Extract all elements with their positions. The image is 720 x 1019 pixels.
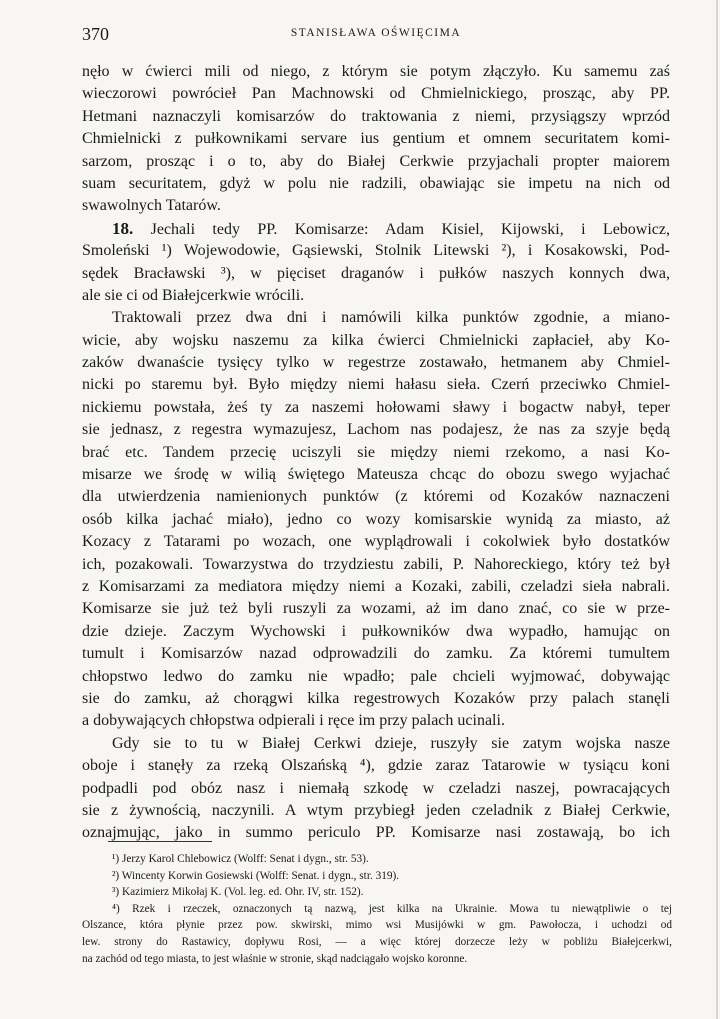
section-number: 18. bbox=[112, 218, 134, 238]
text-line: sędek Bracławski ³), w pięciset draganów i pułków naszych konnych dwa, bbox=[82, 264, 670, 282]
text-line: z Komisarzami za mediatora między niemi a Kozaki, zabili, czeladzi sieła nabrali. bbox=[82, 577, 670, 595]
page-header bbox=[82, 24, 670, 46]
footnote-continuation: lew. strony do Rastawicy, dopływu Rosi, — a więc której dorzecze leży w pobliżu Białejcerkwi, bbox=[82, 935, 672, 948]
text-line: Kozacy z Tatarami po wozach, one wyplądrowali i cokolwiek było dostatków bbox=[82, 533, 670, 551]
text-line: sarzom, prosząc i o to, aby do Białej Cerkwie przyjachali propter maiorem bbox=[82, 152, 670, 170]
text-line: sie z żywnością, naczynili. A wtym przybiegł jeden czeladnik z Białej Cerkwie, bbox=[82, 801, 670, 819]
footnote: ¹) Jerzy Karol Chlebowicz (Wolff: Senat i dygn., str. 53). bbox=[112, 853, 369, 865]
text-line: osób kilka jachać miało), jedno co wozy komisarskie wynidą za miasto, aż bbox=[82, 510, 670, 528]
text-line: swawolnych Tatarów. bbox=[82, 197, 221, 215]
text-line: nęło w ćwierci mili od niego, z którym sie potym złączyło. Ku samemu zaś bbox=[82, 63, 670, 80]
text-line: wicie, aby wojsku naszemu za kilka ćwierci Chmielnicki zapłacieł, aby Ko- bbox=[82, 331, 670, 349]
text-line: Traktowali przez dwa dni i namówili kilka punktów zgodnie, a miano- bbox=[112, 309, 670, 327]
text-line: suam securitatem, gdyż w polu nie radzili, obawiając sie impetu na nich od bbox=[82, 174, 670, 192]
text-line: ich, pozakowali. Towarzystwa do trzydziestu zabili, P. Nahoreckiego, który też był bbox=[82, 555, 670, 573]
text-line: oboje i stanęły za rzeką Olszańską ⁴), gdzie zaraz Tatarowie w tysiącu koni bbox=[82, 757, 670, 775]
footnotes bbox=[82, 851, 672, 967]
text-line: misarze we środę w wilią świętego Mateusza chcąc do obozu swego wyjachać bbox=[82, 466, 670, 484]
text-line-section-start bbox=[82, 218, 670, 240]
footnote: ³) Kazimierz Mikołaj K. (Vol. leg. ed. Ohr. IV, str. 152). bbox=[112, 886, 364, 899]
text-line: dla utwierdzenia namienionych punktów (z któremi od Kozaków naznaczeni bbox=[82, 488, 670, 506]
text-line: zaków dwanaście tysięcy tylko w regestrze zostawało, hetmanem aby Chmiel- bbox=[82, 354, 670, 372]
text-line: nicki po staremu był. Było między niemi hałasu sieła. Czerń przeciwko Chmiel- bbox=[82, 376, 670, 394]
text-line: brać etc. Tandem przecię uciszyli sie między niemi rzekomo, a nasi Ko- bbox=[82, 443, 670, 461]
text-line: sie jednasz, z regestra wymazujesz, Lachom nas podajesz, że nas za szyje będą bbox=[82, 421, 670, 439]
text-line: ale sie ci od Białejcerkwie wrócili. bbox=[82, 286, 305, 304]
text-line: a dobywających chłopstwa odpierali i ręce im przy palach ucinali. bbox=[82, 712, 505, 730]
text-line: dzie dzieje. Zaczym Wychowski i pułkowników dwa wypadło, hamując on bbox=[82, 622, 670, 640]
text-line: nickiemu powstała, żeś ty za naszemi hołowami sławy i bogactw nabył, teper bbox=[82, 398, 670, 416]
footnote-separator bbox=[108, 841, 212, 842]
text-line: tumult i Komisarzów nazad odprowadzili do zamku. Za któremi tumultem bbox=[82, 645, 670, 663]
text-line-content: Jechali tedy PP. Komisarze: Adam Kisiel, Kijowski, i Lebowicz, bbox=[150, 220, 670, 238]
footnote: ⁴) Rzek i rzeczek, oznaczonych tą nazwą, jest kilka na Ukrainie. Mowa tu niewątpliwie o tej bbox=[112, 902, 672, 915]
text-line: Hetmani naznaczyli komisarzów do traktowania z niemi, przysiągszy wprzód bbox=[82, 107, 670, 125]
text-line: Gdy sie to tu w Białej Cerkwi dzieje, ruszyły sie zatym wojska nasze bbox=[112, 734, 670, 752]
body-text bbox=[82, 61, 670, 845]
text-line: wieczorowi powrócieł Pan Machnowski od Chmielnickiego, prosząc, aby PP. bbox=[82, 85, 670, 103]
text-line: Chmielnicki z pułkownikami servare ius gentium et omnem securitatem komi- bbox=[82, 130, 670, 148]
text-line: podpadli pod obóz nasz i niemałą szkodę w czeladzi naszej, powracających bbox=[82, 779, 670, 797]
text-line: sie do zamku, aż chorągwi kilka regestrowych Kozaków przy palach stanęli bbox=[82, 689, 670, 707]
text-line: oznajmując, jako in summo periculo PP. Komisarze nasi zostawają, bo ich bbox=[82, 824, 670, 842]
text-line: Smoleński ¹) Wojewodowie, Gąsiewski, Stolnik Litewski ²), i Kosakowski, Pod- bbox=[82, 242, 670, 260]
running-title: STANISŁAWA OŚWIĘCIMA bbox=[290, 27, 462, 39]
text-line: Komisarze sie już też byli ruszyli za wozami, aż im dano znać, co sie w prze- bbox=[82, 600, 670, 618]
page-edge bbox=[716, 0, 718, 1019]
footnote-continuation: na zachód od tego miasta, to jest właśnie w stronie, skąd nadciągało wojsko koronne. bbox=[82, 952, 468, 965]
page-number: 370 bbox=[82, 24, 109, 44]
text-line: chłopstwo ledwo do zamku nie wpadło; pale chcieli wyjmować, dobywając bbox=[82, 667, 670, 685]
footnote: ²) Wincenty Korwin Gosiewski (Wolff: Senat. i dygn., str. 319). bbox=[112, 869, 400, 882]
footnote-continuation: Olszance, która płynie przez pow. skwirski, mimo wsi Musijówki w gm. Pawołocza, i uchodzi od bbox=[82, 919, 672, 932]
